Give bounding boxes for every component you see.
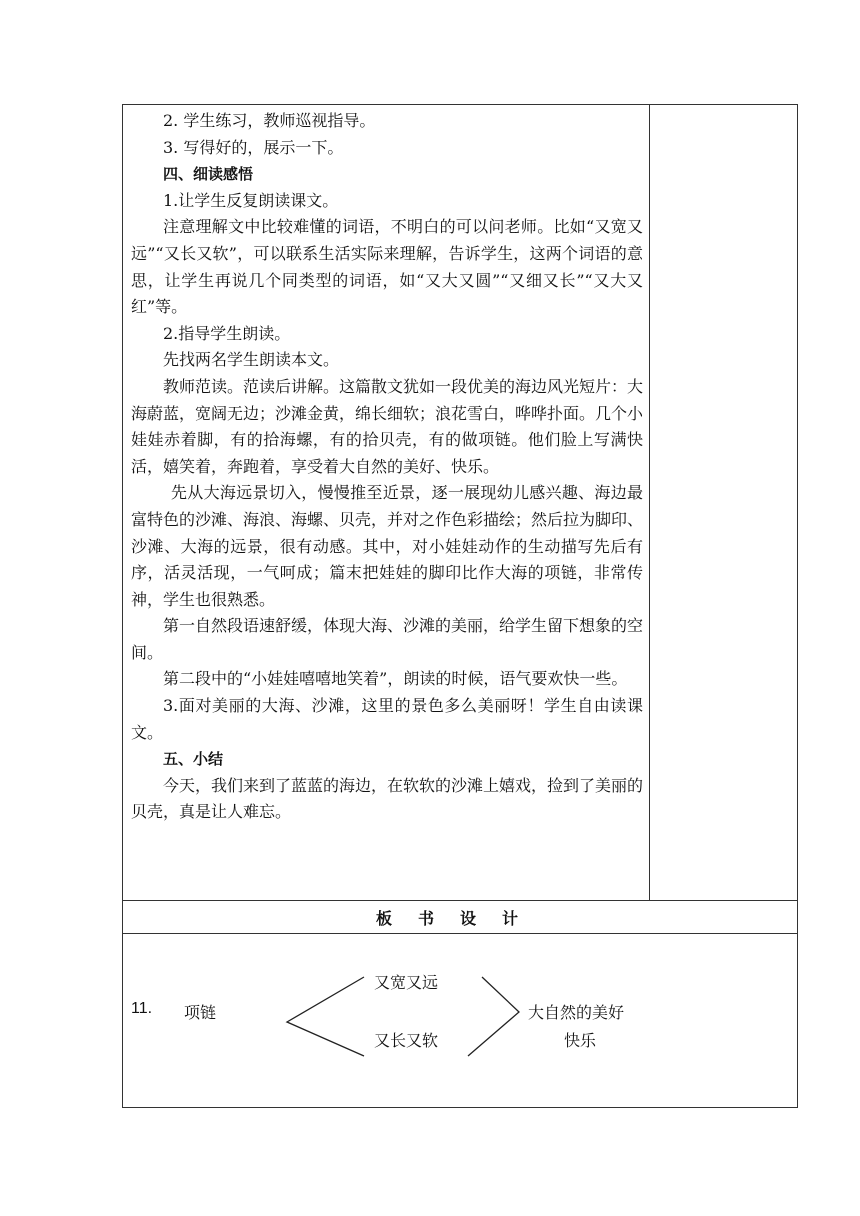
- board-term: 项链: [184, 1003, 217, 1022]
- paragraph-second-section: 第二段中的“小娃娃嘻嘻地笑着”，朗读的时候，语气要欢快一些。: [163, 669, 628, 689]
- row-divider-bottom: [122, 933, 798, 934]
- paragraph-teacher-demo: 教师范读。范读后讲解。这篇散文犹如一段优美的海边风光短片：大海蔚蓝，宽阔无边；沙滩金黄，绵长细软；浪花雪白，哗哗扑面。几个小娃娃赤着脚，有的拾海螺，有的拾贝壳，有的做项链。他们脸上写满快活，嬉笑着，奔跑着，享受着大自然的美好、快乐。: [131, 376, 644, 476]
- lesson-procedure-cell: [131, 108, 643, 826]
- section-heading-summary: 五、小结: [163, 750, 224, 769]
- section-heading-detailed-reading: 四、细读感悟: [163, 165, 254, 184]
- board-result-1: 大自然的美好: [528, 1003, 625, 1022]
- board-result-2: 快乐: [564, 1031, 597, 1050]
- paragraph-analysis: 先从大海远景切入，慢慢推至近景，逐一展现幼儿感兴趣、海边最富特色的沙滩、海浪、海螺、贝壳，并对之作色彩描绘；然后拉为脚印、沙滩、大海的远景，很有动感。其中，对小娃娃动作的生动描写先后有序，活灵活现，一气呵成；篇末把娃娃的脚印比作大海的项链，非常传神，学生也很熟悉。: [131, 483, 644, 609]
- step-show: 3. 写得好的，展示一下。: [163, 137, 344, 157]
- step-practice: 2. 学生练习，教师巡视指导。: [163, 111, 376, 130]
- step-free-reading: 3.面对美丽的大海、沙滩，这里的景色多么美丽呀！学生自由读课文。: [131, 696, 643, 742]
- notes-column-divider: [649, 104, 650, 901]
- step-guide-reading: 2.指导学生朗读。: [163, 323, 291, 343]
- board-design-title: 板书设计: [375, 909, 544, 928]
- paragraph-vocabulary: 注意理解文中比较难懂的词语，不明白的可以问老师。比如“又宽又远”“又长又软”，可以联系生活实际来理解，告诉学生，这两个词语的意思，让学生再说几个同类型的词语，如“又大又圆”“又细又长”“又大又红”等。: [131, 217, 643, 317]
- board-phrase-top: 又宽又远: [374, 973, 439, 992]
- board-lesson-number: 11.: [131, 1000, 153, 1017]
- row-divider-top: [122, 900, 798, 901]
- paragraph-summary: 今天，我们来到了蓝蓝的海边，在软软的沙滩上嬉戏，捡到了美丽的贝壳，真是让人难忘。: [131, 775, 644, 822]
- step-repeat-reading: 1.让学生反复朗读课文。: [163, 190, 339, 210]
- paragraph-first-section: 第一自然段语速舒缓，体现大海、沙滩的美丽，给学生留下想象的空间。: [131, 616, 644, 662]
- board-phrase-bottom: 又长又软: [374, 1031, 439, 1050]
- paragraph-two-students: 先找两名学生朗读本文。: [163, 350, 340, 370]
